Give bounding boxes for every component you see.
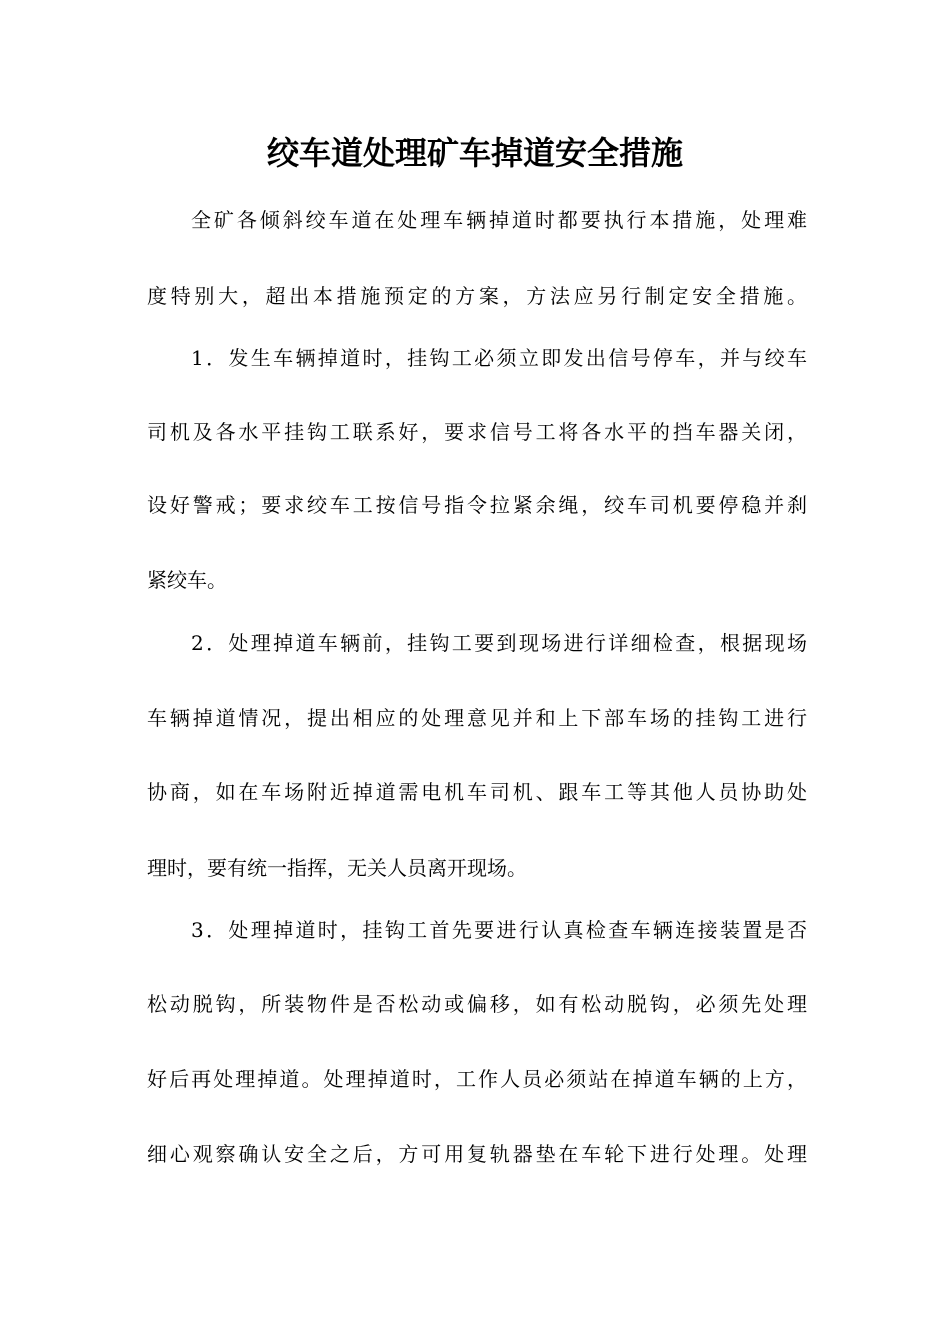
- paragraph-line: 车辆掉道情况，提出相应的处理意见并和上下部车场的挂钩工进行: [147, 706, 807, 730]
- paragraph-line: 度特别大，超出本措施预定的方案，方法应另行制定安全措施。: [147, 284, 807, 308]
- paragraph-line: 协商，如在车场附近掉道需电机车司机、跟车工等其他人员协助处: [147, 780, 807, 804]
- paragraph-line: 1．发生车辆掉道时，挂钩工必须立即发出信号停车，并与绞车: [191, 346, 807, 370]
- document-title: 绞车道处理矿车掉道安全措施: [266, 134, 683, 172]
- paragraph-line: 理时，要有统一指挥，无关人员离开现场。: [147, 856, 527, 880]
- paragraph-line: 松动脱钩，所装物件是否松动或偏移，如有松动脱钩，必须先处理: [147, 992, 807, 1016]
- paragraph-line: 好后再处理掉道。处理掉道时，工作人员必须站在掉道车辆的上方，: [147, 1067, 807, 1091]
- paragraph-line: 设好警戒；要求绞车工按信号指令拉紧余绳，绞车司机要停稳并刹: [147, 493, 807, 517]
- paragraph-line: 2．处理掉道车辆前，挂钩工要到现场进行详细检查，根据现场: [191, 631, 807, 655]
- paragraph-line: 细心观察确认安全之后，方可用复轨器垫在车轮下进行处理。处理: [147, 1142, 807, 1166]
- paragraph-line: 3．处理掉道时，挂钩工首先要进行认真检查车辆连接装置是否: [191, 918, 807, 942]
- paragraph-line: 司机及各水平挂钩工联系好，要求信号工将各水平的挡车器关闭，: [147, 420, 807, 444]
- paragraph-line: 紧绞车。: [147, 568, 227, 592]
- paragraph-line: 全矿各倾斜绞车道在处理车辆掉道时都要执行本措施，处理难: [191, 208, 807, 232]
